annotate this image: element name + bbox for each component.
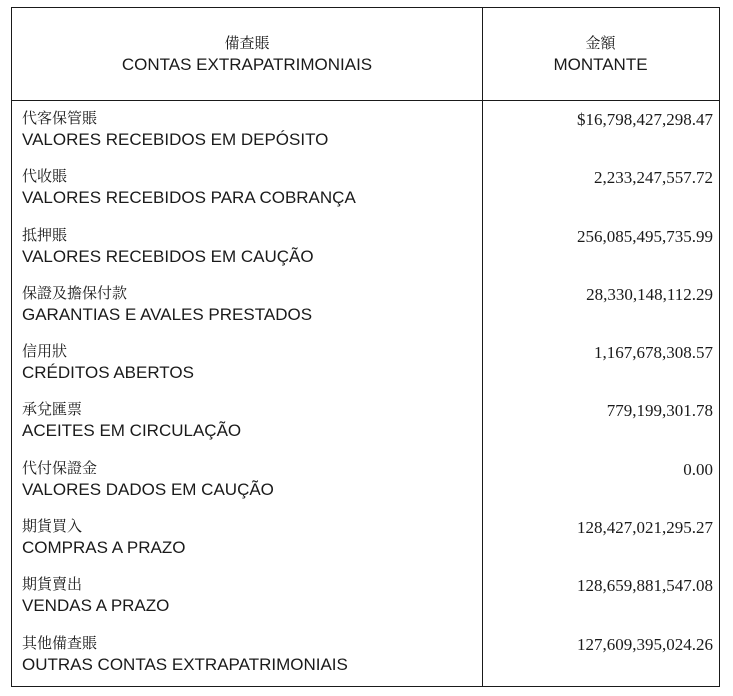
row-label-zh: 期貨買入 bbox=[22, 517, 83, 536]
table-row bbox=[12, 516, 719, 574]
row-description bbox=[22, 166, 356, 208]
row-amount: 2,233,247,557.72 bbox=[594, 168, 713, 188]
row-label-zh: 其他備查賬 bbox=[22, 633, 98, 652]
row-amount: 1,167,678,308.57 bbox=[594, 343, 713, 363]
row-label-pt: ACEITES EM CIRCULAÇÃO bbox=[22, 421, 242, 441]
row-label-pt: CRÉDITOS ABERTOS bbox=[22, 363, 194, 383]
row-description bbox=[22, 458, 274, 500]
row-label-zh: 代客保管賬 bbox=[22, 109, 98, 127]
row-description bbox=[22, 516, 185, 558]
row-label-zh: 信用狀 bbox=[22, 342, 68, 361]
table-row bbox=[12, 108, 719, 166]
row-description bbox=[22, 283, 312, 325]
table-row bbox=[12, 225, 719, 283]
row-amount: 127,609,395,024.26 bbox=[577, 634, 713, 654]
account-header-pt: CONTAS EXTRAPATRIMONIAIS bbox=[121, 55, 373, 74]
row-amount: 28,330,148,112.29 bbox=[586, 284, 713, 304]
row-description bbox=[22, 225, 314, 267]
row-label-pt: VALORES RECEBIDOS EM DEPÓSITO bbox=[22, 130, 329, 149]
off-balance-sheet-table bbox=[11, 7, 720, 687]
amount-header-zh: 金額 bbox=[585, 34, 616, 52]
table-row bbox=[12, 166, 719, 224]
row-description bbox=[22, 399, 241, 441]
amount-column-header bbox=[482, 8, 719, 100]
amount-header-pt: MONTANTE bbox=[553, 55, 648, 74]
row-label-pt: VENDAS A PRAZO bbox=[22, 596, 170, 616]
row-description bbox=[22, 633, 348, 675]
row-amount: 128,427,021,295.27 bbox=[577, 518, 713, 538]
row-amount: 256,085,495,735.99 bbox=[577, 226, 713, 246]
table-row bbox=[12, 283, 719, 341]
row-amount: 779,199,301.78 bbox=[606, 401, 713, 421]
table-row bbox=[12, 633, 719, 691]
row-description bbox=[22, 108, 328, 150]
row-label-pt: VALORES RECEBIDOS PARA COBRANÇA bbox=[22, 188, 356, 208]
account-header-zh: 備查賬 bbox=[224, 34, 270, 52]
row-amount: 128,659,881,547.08 bbox=[577, 576, 713, 596]
row-label-zh: 代付保證金 bbox=[22, 458, 98, 477]
table-row bbox=[12, 458, 719, 516]
row-label-zh: 期貨賣出 bbox=[22, 575, 83, 594]
header-divider bbox=[12, 100, 719, 101]
row-label-zh: 代收賬 bbox=[22, 167, 68, 186]
row-label-pt: OUTRAS CONTAS EXTRAPATRIMONIAIS bbox=[22, 654, 348, 674]
table-row bbox=[12, 341, 719, 399]
row-amount: $16,798,427,298.47 bbox=[577, 110, 713, 129]
table-row bbox=[12, 399, 719, 457]
row-label-pt: GARANTIAS E AVALES PRESTADOS bbox=[22, 304, 313, 324]
row-description bbox=[22, 341, 194, 383]
row-amount: 0.00 bbox=[683, 459, 713, 479]
row-label-zh: 保證及擔保付款 bbox=[22, 283, 128, 302]
row-description bbox=[22, 574, 169, 616]
row-label-zh: 抵押賬 bbox=[22, 225, 68, 244]
row-label-pt: VALORES DADOS EM CAUÇÃO bbox=[22, 479, 274, 499]
account-column-header bbox=[12, 8, 482, 100]
row-label-zh: 承兌匯票 bbox=[22, 400, 83, 419]
table-body bbox=[12, 108, 719, 691]
row-label-pt: COMPRAS A PRAZO bbox=[22, 538, 186, 558]
table-row bbox=[12, 574, 719, 632]
row-label-pt: VALORES RECEBIDOS EM CAUÇÃO bbox=[22, 246, 314, 266]
